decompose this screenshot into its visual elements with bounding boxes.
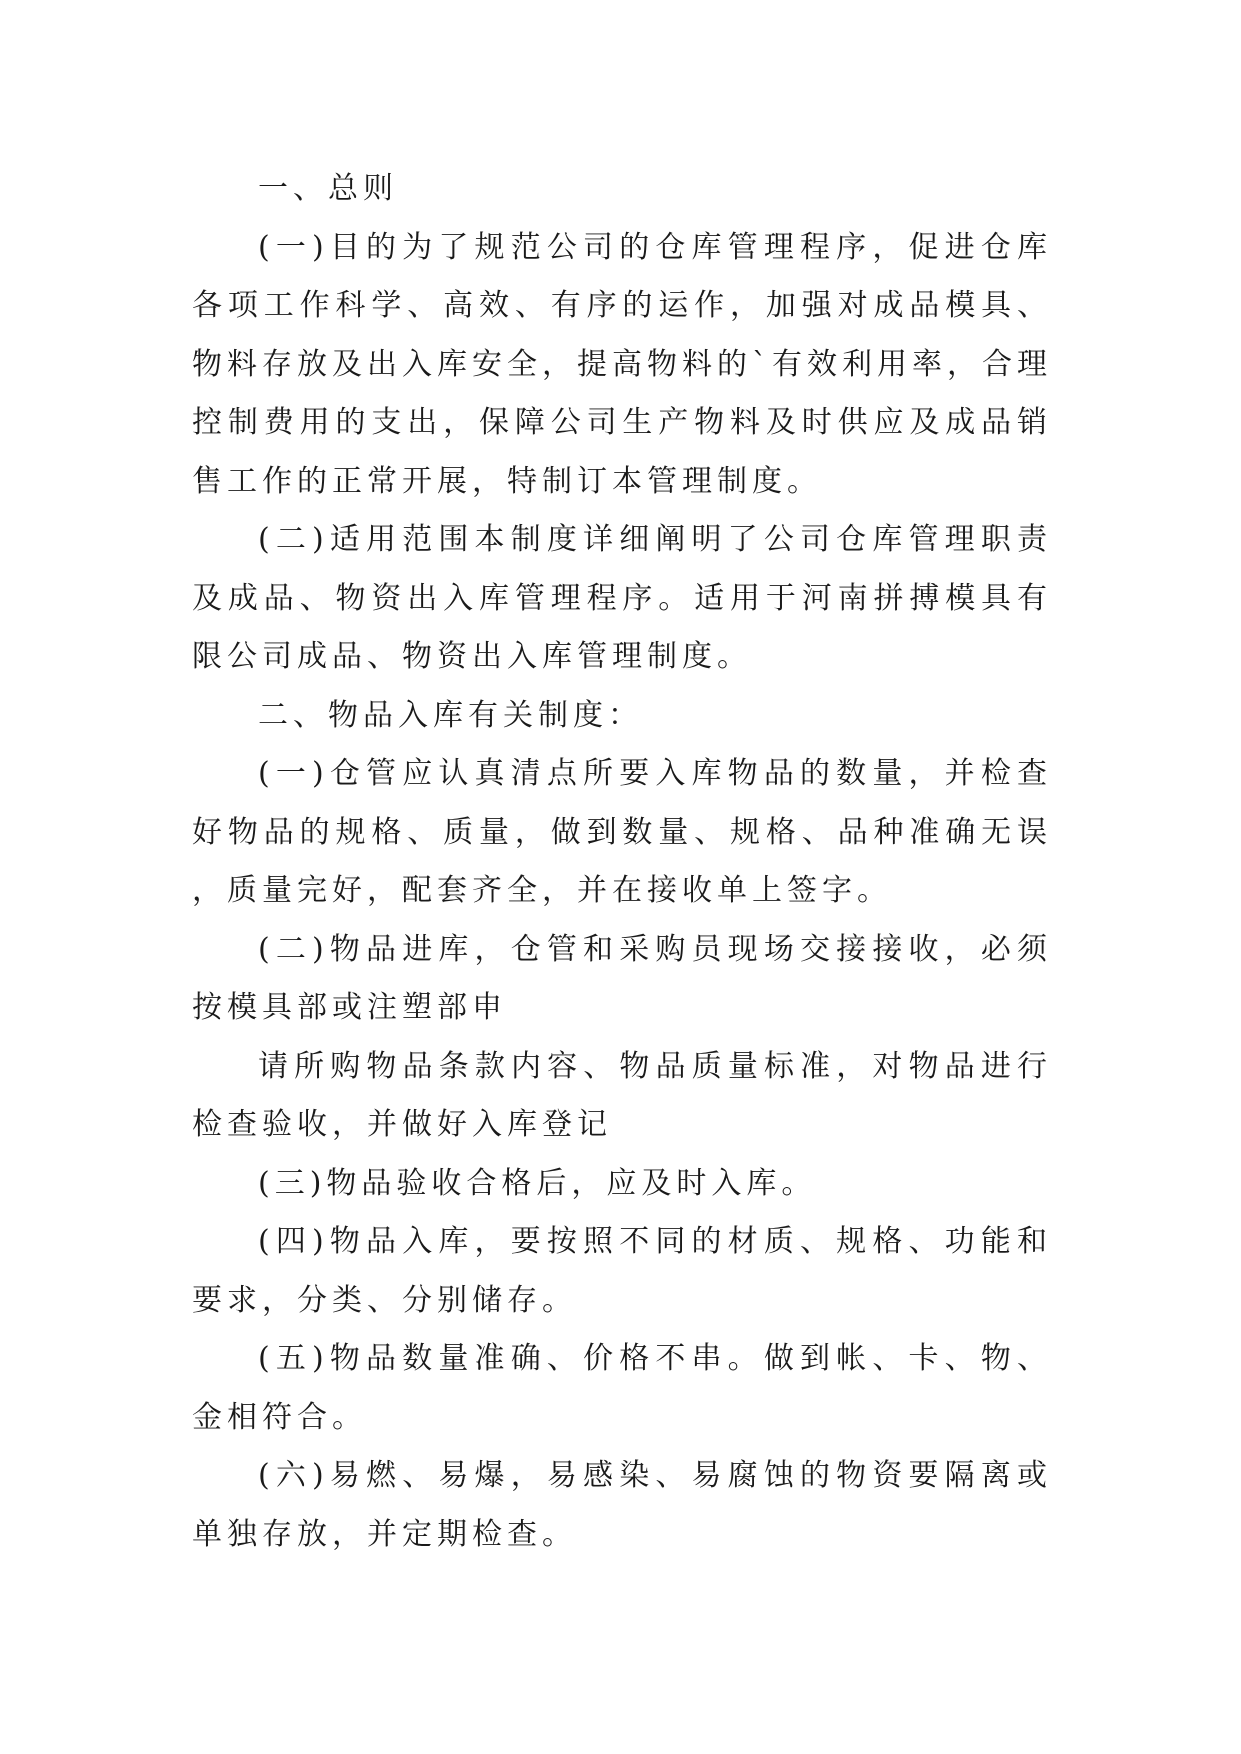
paragraph-inbound-5: (五)物品数量准确、价格不串。做到帐、卡、物、金相符合。 [192, 1341, 1052, 1435]
paragraph-inbound-2-continued: 请所购物品条款内容、物品质量标准，对物品进行检查验收，并做好入库登记 [192, 1048, 1052, 1142]
paragraph-inbound-6: (六)易燃、易爆，易感染、易腐蚀的物资要隔离或单独存放，并定期检查。 [192, 1458, 1052, 1552]
paragraph-inbound-1: (一)仓管应认真清点所要入库物品的数量，并检查好物品的规格、质量，做到数量、规格、品种准确无误，质量完好，配套齐全，并在接收单上签字。 [192, 756, 1052, 908]
section-heading-inbound: 二、物品入库有关制度： [258, 697, 643, 733]
document-body [192, 160, 1052, 1564]
paragraph-scope: (二)适用范围本制度详细阐明了公司仓库管理职责及成品、物资出入库管理程序。适用于河南拼搏模具有限公司成品、物资出入库管理制度。 [192, 522, 1052, 674]
section-heading-general: 一、总则 [258, 171, 398, 206]
paragraph-inbound-4: (四)物品入库，要按照不同的材质、规格、功能和要求，分类、分别储存。 [192, 1224, 1052, 1318]
paragraph-inbound-3: (三)物品验收合格后，应及时入库。 [258, 1165, 817, 1201]
paragraph-purpose: (一)目的为了规范公司的仓库管理程序，促进仓库各项工作科学、高效、有序的运作，加强对成品模具、物料存放及出入库安全，提高物料的`有效利用率，合理控制费用的支出，保障公司生产物料及时供应及成品销售工作的正常开展，特制订本管理制度。 [192, 229, 1052, 499]
paragraph-inbound-2: (二)物品进库，仓管和采购员现场交接接收，必须按模具部或注塑部申 [192, 931, 1052, 1025]
